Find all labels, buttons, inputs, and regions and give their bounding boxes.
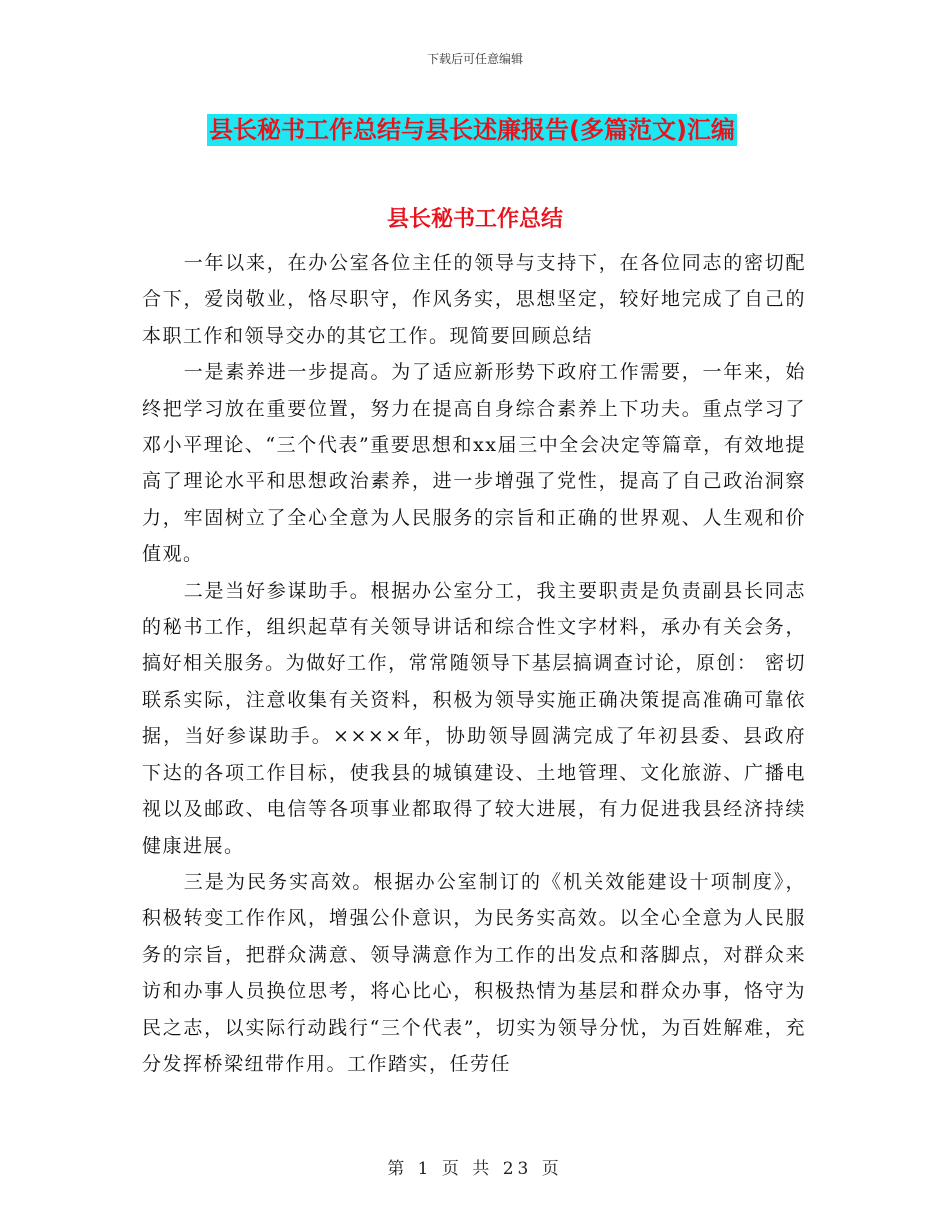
body-paragraph: 一年以来，在办公室各位主任的领导与支持下，在各位同志的密切配合下，爱岗敬业，恪尽职守，作风务实，思想坚定，较好地完成了自己的本职工作和领导交办的其它工作。现简要回顾总结 <box>142 252 806 347</box>
section-title: 县长秘书工作总结 <box>386 207 563 232</box>
page-number-footer: 第 1 页 共 23 页 <box>387 1159 563 1179</box>
page-header-note: 下载后可任意编辑 <box>426 52 523 66</box>
body-paragraph: 二是当好参谋助手。根据办公室分工，我主要职责是负责副县长同志的秘书工作，组织起草有关领导讲话和综合性文字材料，承办有关会务，搞好相关服务。为做好工作，常常随领导下基层搞调查讨论，原创： 密切联系实际，注意收集有关资料，积极为领导实施正确决策提高准确可靠依据，当好参谋助手。××××年，协助领导圆满完成了年初县委、县政府下达的各项工作目标，使我县的城镇建设、土地管理、文化旅游、广播电视以及邮政、电信等各项事业都取得了较大进展，有力促进我县经济持续健康进展。 <box>142 579 806 857</box>
document-body <box>142 245 806 1082</box>
body-paragraph: 一是素养进一步提高。为了适应新形势下政府工作需要，一年来，始终把学习放在重要位置，努力在提高自身综合素养上下功夫。重点学习了邓小平理论、“三个代表”重要思想和xx届三中全会决定等篇章，有效地提高了理论水平和思想政治素养，进一步增强了党性，提高了自己政治洞察力，牢固树立了全心全意为人民服务的宗旨和正确的世界观、人生观和价值观。 <box>142 361 806 566</box>
body-paragraph: 三是为民务实高效。根据办公室制订的《机关效能建设十项制度》，积极转变工作作风，增强公仆意识，为民务实高效。以全心全意为人民服务的宗旨，把群众满意、领导满意作为工作的出发点和落脚点，对群众来访和办事人员换位思考，将心比心，积极热情为基层和群众办事，恪守为民之志，以实际行动践行“三个代表”，切实为领导分忧，为百姓解难，充分发挥桥梁纽带作用。工作踏实，任劳任 <box>142 870 806 1075</box>
document-title: 县长秘书工作总结与县长述廉报告(多篇范文)汇编 <box>209 116 735 144</box>
